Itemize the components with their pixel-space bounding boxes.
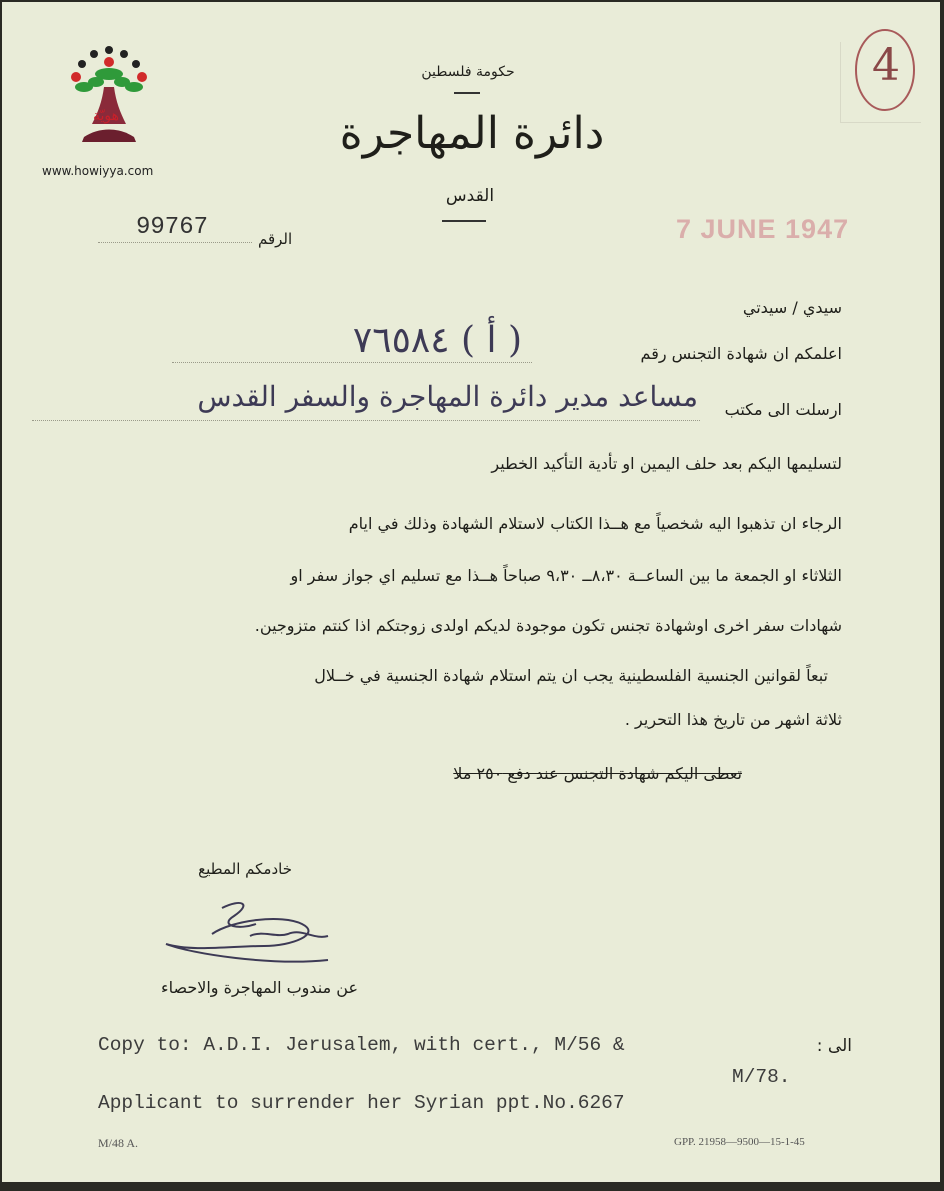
city-title: القدس	[445, 186, 495, 206]
salutation: سيدي / سيدتي	[742, 298, 842, 317]
paragraph-1-line-3: شهادات سفر اخرى اوشهادة تجنس تكون موجودة لديكم اولدى زوجتكم اذا كنتم متزوجين.	[254, 616, 842, 635]
page-number: 4	[872, 40, 900, 91]
signature-scribble	[152, 894, 352, 980]
copy-to-arabic-label: الى :	[816, 1036, 852, 1056]
form-code: M/48 A.	[98, 1136, 139, 1150]
body-line-1-rule	[172, 362, 532, 363]
paragraph-2-line-1: تبعاً لقوانين الجنسية الفلسطينية يجب ان يتم استلام شهادة الجنسية في خــلال	[314, 666, 828, 685]
header-underline	[442, 220, 486, 222]
closing-on-behalf: عن مندوب المهاجرة والاحصاء	[161, 978, 358, 997]
body-line-3: لتسليمها اليكم بعد حلف اليمين او تأدية التأكيد الخطير	[491, 454, 842, 473]
date-stamp: 7 JUNE 1947	[676, 214, 850, 244]
logo-url: www.howiyya.com	[42, 164, 154, 178]
print-code: GPP. 21958—9500—15-1-45	[674, 1136, 805, 1148]
body-line-1-printed: اعلمكم ان شهادة التجنس رقم	[640, 344, 842, 363]
struck-fee-line: تعطى اليكم شهادة التجنس عند دفع ٢٥٠ ملا	[453, 764, 742, 783]
body-line-2-printed: ارسلت الى مكتب	[724, 400, 842, 419]
paragraph-2-line-2: ثلاثة اشهر من تاريخ هذا التحرير .	[624, 710, 842, 729]
department-title: دائرة المهاجرة	[339, 108, 605, 159]
header-dash	[454, 92, 480, 94]
logo-wordmark: هويّة	[92, 108, 120, 124]
government-title: حكومة فلسطين	[421, 64, 515, 80]
document-page	[2, 2, 940, 1182]
paragraph-1-line-1: الرجاء ان تذهبوا اليه شخصياً مع هــذا الكتاب لاستلام الشهادة وذلك في ايام	[348, 514, 842, 533]
closing-servant: خادمكم المطيع	[198, 860, 292, 878]
paragraph-1-line-2: الثلاثاء او الجمعة ما بين الساعــة ٨،٣٠ــ ٩،٣٠ صباحاً هــذا مع تسليم اي جواز سفر او	[290, 566, 842, 585]
reference-number: 99767	[136, 214, 209, 241]
reference-label: الرقم	[258, 230, 293, 248]
copy-to-line: Copy to: A.D.I. Jerusalem, with cert., M/56 &	[98, 1034, 625, 1056]
howiyya-logo	[42, 42, 172, 182]
reference-rule	[98, 242, 252, 243]
corner-mark	[840, 42, 921, 123]
body-line-1-handwritten: ( أ ) ٧٦٥٨٤	[352, 320, 522, 361]
tree-logo-icon	[54, 42, 164, 162]
body-line-2-handwritten: مساعد مدير دائرة المهاجرة والسفر القدس	[197, 380, 698, 413]
copy-to-line-cont: M/78.	[732, 1066, 791, 1088]
body-line-2-rule	[32, 420, 700, 421]
applicant-note: Applicant to surrender her Syrian ppt.No.6267	[98, 1092, 625, 1114]
